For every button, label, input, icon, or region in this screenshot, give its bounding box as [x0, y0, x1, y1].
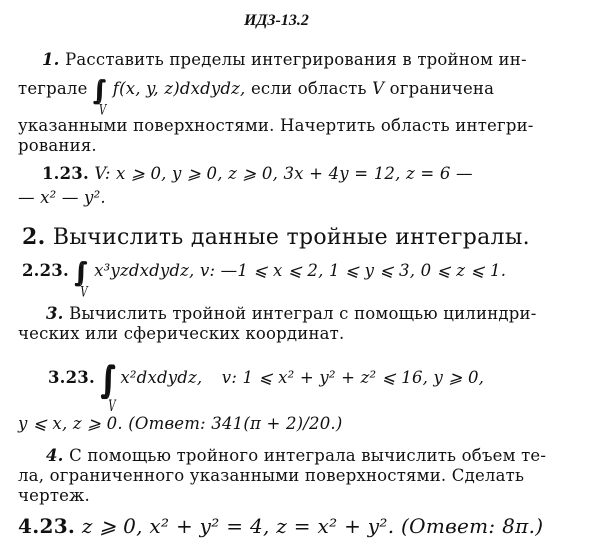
ex1-domain: V: x ⩾ 0, y ⩾ 0, z ⩾ 0, 3x + 4y = 12, z = 6 — — [94, 164, 473, 183]
ex1-number: 1.23. — [42, 164, 89, 183]
task4-number: 4. — [46, 446, 64, 465]
task4-text-line1: С помощью тройного интеграла вычислить объем те- — [69, 446, 547, 465]
task1-var: V — [372, 79, 385, 98]
ex3-line1 — [48, 358, 485, 416]
task3-number: 3. — [46, 304, 64, 323]
task3-text-line1: Вычислить тройной интеграл с помощью цилиндри- — [69, 304, 537, 323]
ex4-text: z ⩾ 0, x² + y² = 4, z = x² + y². (Ответ: 8π.) — [81, 514, 544, 538]
ex1-line2: — x² — y². — [18, 188, 106, 207]
task1-line2-suffix: если область — [250, 79, 367, 98]
integral-subscript: V — [80, 285, 88, 301]
triple-integral-sign: ∫∫∫ V — [74, 255, 88, 301]
task3-line1 — [46, 304, 536, 323]
ex3-integrand: x²dxdydz, — [120, 368, 203, 387]
task1-line1 — [42, 50, 527, 69]
task4-line3: чертеж. — [18, 486, 90, 505]
task1-line4: рования. — [18, 136, 97, 155]
ex3-number: 3.23. — [48, 368, 95, 387]
task1-line2-prefix: теграле — [18, 79, 88, 98]
ex4-line — [18, 514, 543, 538]
task3-line2: ческих или сферических координат. — [18, 324, 345, 343]
task2-number: 2. — [22, 224, 46, 250]
integral-subscript: V — [108, 398, 116, 416]
task2-heading — [22, 224, 530, 250]
ex3-line2: y ⩽ x, z ⩾ 0. (Ответ: 341(π + 2)/20.) — [18, 414, 343, 433]
task1-line2-end: ограничена — [389, 79, 495, 98]
ex4-number: 4.23. — [18, 514, 76, 538]
ex2-number: 2.23. — [22, 261, 69, 280]
task1-integrand: f(x, y, z)dxdydz, — [112, 79, 246, 98]
task4-line2: ла, ограниченного указанными поверхностями. Сделать — [18, 466, 525, 485]
document-title: ИДЗ-13.2 — [244, 12, 309, 29]
task2-text: Вычислить данные тройные интегралы. — [52, 225, 530, 250]
ex2-integrand: x³yzdxdydz, — [94, 261, 195, 280]
task1-line3: указанными поверхностями. Начертить область интегри- — [18, 116, 534, 135]
ex2-line — [22, 255, 507, 301]
task4-line1 — [46, 446, 546, 465]
integral-subscript: V — [99, 103, 107, 119]
task1-line2 — [18, 73, 495, 119]
triple-integral-sign: ∫∫∫ V — [100, 358, 116, 416]
ex2-domain: v: —1 ⩽ x ⩽ 2, 1 ⩽ y ⩽ 3, 0 ⩽ z ⩽ 1. — [199, 261, 507, 280]
ex3-domain: v: 1 ⩽ x² + y² + z² ⩽ 16, y ⩾ 0, — [221, 368, 485, 387]
task1-number: 1. — [42, 50, 60, 69]
ex1-line1 — [42, 164, 473, 183]
triple-integral-sign: ∫∫∫ V — [93, 73, 107, 119]
task1-text-line1: Расставить пределы интегрирования в тройном ин- — [65, 50, 527, 69]
